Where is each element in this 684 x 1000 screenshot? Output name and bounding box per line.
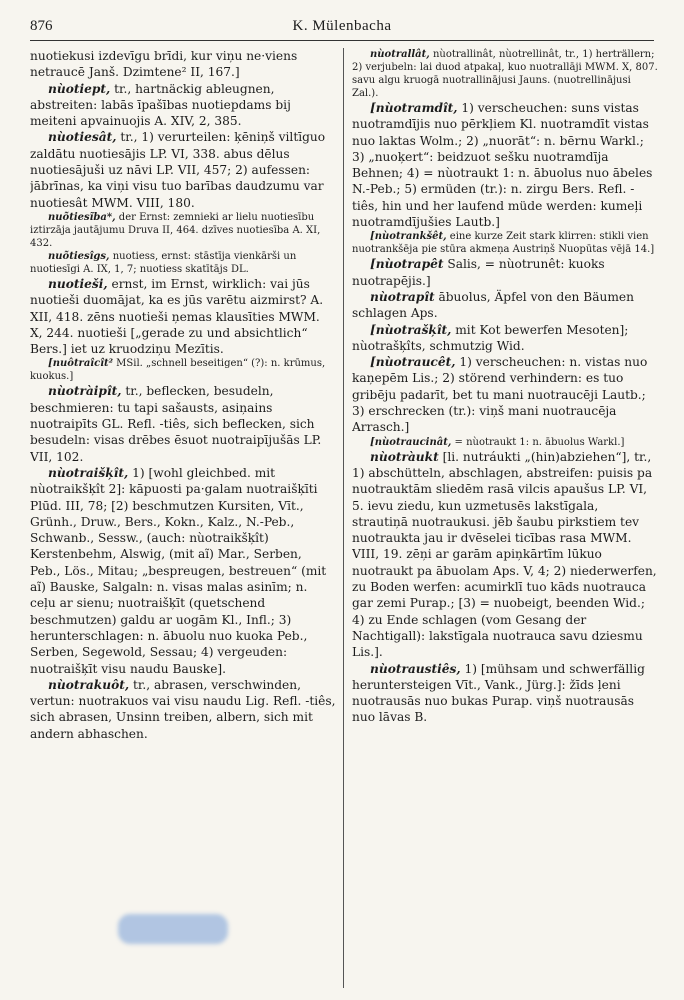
dictionary-entry	[30, 81, 336, 130]
entry-headword: nùotrapît	[370, 289, 435, 304]
entry-text: ernst, im Ernst, wirklich: vai jūs nuotieši duomājat, ka es jūs varētu aizmirst? A. XII, 418. zēns nuotieši ņemas klausīties MWM. X, 244. nuotieši [„gerade zu und absichtlich“ Bers.] iet uz kruodziņu Mezītis.	[30, 276, 324, 357]
dictionary-entry	[30, 250, 336, 276]
dictionary-entry	[30, 677, 336, 742]
dictionary-entry	[30, 465, 336, 677]
entry-headword: [nùotraucinât,	[370, 436, 452, 448]
page-number: 876	[30, 18, 53, 34]
entry-text: 1) [wohl gleichbed. mit nùotraikšķît 2]: kāpuosti pa·galam nuotraišķīti Plūd. III, 78; [2) beschmutzen Kursiten, Vīt., Grünh., Druw., Bers., Kokn., Kalz., N.-Peb., Schwanb., Sessw., (auch: nùotraikšķît) Kerstenbehm, Alswig, (mit aĩ) Mar., Serben, Peb., Lös., Mitau; „bespreugen, bestreuen“ (mit aĩ) Bauske, Salgaln: n. visas malas asinīm; n. ceļu ar sienu; nuotraišķīt (quetschend beschmutzen) galdu ar uogām Kl., Infl.; 3) herunterschlagen: n. ābuolu nuo kuoka Peb., Serben, Segewold, Sessau; 4) vergeuden: nuotraišķīt visu naudu Bauske].	[30, 465, 327, 676]
entry-text: Salis, = nùotrunêt: kuoks nuotrapējis.]	[352, 257, 605, 288]
entry-text: [li. nutráukti „(hin)abziehen“], tr., 1) abschütteln, abschlagen, abstreifen: puisis pa nuotrauktām sliedēm rasā vilcis apaušus LP. VI, 5. ievu ziedu, kun uzmetusēs lakstīgala, strautiņā nuotraukusi. jēb šaubu pirkstiem tev nuotraukta jau ir dvēselei ticības rasa MWM. VIII, 19. zēņi ar garām apiņkārtīm lūkuo nuotraukt pa ābuolam Aps. V, 4; 2) niederwerfen, zu Boden werfen: acumirklī tuo kāds nuotrauca gar zemi Purap.; [3) = nuobeigt, beenden Wid.; 4) zu Ende schlagen (vom Gesang der Nachtigall): lakstīgala nuotrauca savu dziesmu Lis.].	[352, 449, 657, 660]
entry-text: nùotrallinât, nùotrellinât, tr., 1) herträllern; 2) verjubeln: lai duod atpakaļ, kuo nuotrallāji MWM. X, 807. savu algu kruogā nuotrallinājusi Jauns. (nuotrellinājusi Zal.).	[352, 49, 658, 99]
left-column	[30, 48, 336, 996]
entry-text: tr., abrasen, verschwinden, vertun: nuotrakuos vai visu naudu Lig. Refl. -tiês, sich abrasen, Unsinn treiben, albern, sich mit andern abhaschen.	[30, 677, 336, 741]
dictionary-entry	[352, 48, 658, 100]
entry-text: tr., beflecken, besudeln, beschmieren: tu tapi sašausts, asiņains nuotraipīts GL. Refl. -tiês, sich beflecken, sich besudeln: visas drēbes ēsuot nuotraipījušās LP. VII, 102.	[30, 384, 322, 464]
entry-text: tr., hartnäckig ableugnen, abstreiten: labās īpašības nuotiepdams bij meiteni apvainuojis A. XIV, 2, 385.	[30, 81, 291, 129]
dictionary-entry	[352, 322, 658, 355]
entry-text: 1) verscheuchen: suns vistas nuotramdījis nuo pērkļiem Kl. nuotramdīt vistas nuo laktas Wolm.; 2) „nuorāt“: n. bērnu Warkl.; 3) „nuoķert“: beidzuot sešku nuotramdīja Behnen; 4) = nùotraukt 1: n. ābuolus nuo ābeles N.-Peb.; 5) ermüden (tr.): n. zirgu Bers. Refl. -tiês, hin und her laufend müde werden: kumeļi nuotramdījušies Lautb.]	[352, 101, 653, 230]
page-header	[30, 10, 654, 38]
dictionary-entry	[352, 289, 658, 322]
entry-headword: nùotraustiês,	[370, 661, 461, 676]
entry-headword: [nùotramdît,	[370, 101, 458, 115]
dictionary-entry	[352, 100, 658, 230]
entry-text: 1) [mühsam und schwerfällig heruntersteigen Vīt., Vank., Jürg.]: žīds ļeni nuotrausās nuo bukas Purap. viņš nuotrausās nuo lāvas B.	[352, 661, 645, 725]
dictionary-entry	[30, 383, 336, 464]
entry-headword: [nùotrapêt	[370, 257, 444, 272]
dictionary-entry	[30, 357, 336, 383]
entry-headword: nuõtiesĩba*,	[48, 211, 116, 223]
entry-text: der Ernst: zemnieki ar lielu nuotiesību iztirzāja jautājumu Druva II, 464. dzīves nuotiesība A. XI, 432.	[30, 211, 321, 249]
right-column	[352, 48, 658, 996]
entry-headword: [nuôtraîcît²	[48, 358, 113, 370]
dictionary-entry	[352, 449, 658, 661]
dictionary-entry	[30, 211, 336, 250]
column-divider	[343, 48, 344, 988]
dictionary-entry	[30, 48, 336, 81]
dictionary-entry	[352, 354, 658, 435]
header-rule	[30, 40, 654, 41]
entry-headword: nuõtiesîgs,	[48, 250, 110, 262]
entry-headword: nùotràukt	[370, 449, 439, 464]
dictionary-entry	[352, 436, 658, 449]
entry-headword: nuotieši,	[48, 276, 108, 291]
entry-headword: nùotrallât,	[370, 49, 430, 60]
entry-headword: [nùotrankšêt,	[370, 231, 447, 243]
entry-text: mit Kot bewerfen Mesoten]; nùotrašķîts, schmutzig Wid.	[352, 322, 629, 353]
entry-text: ābuolus, Äpfel von den Bäumen schlagen Aps.	[352, 289, 634, 321]
entry-text: MSil. „schnell beseitigen“ (?): n. krūmus, kuokus.]	[30, 358, 326, 383]
dictionary-entry	[30, 276, 336, 357]
running-title: K. Mülenbacha	[292, 18, 392, 34]
entry-text: nuotiekusi izdevīgu brīdi, kur viņu ne·viens netraucē Janš. Dzimtene² II, 167.]	[30, 49, 298, 80]
entry-headword: nùotiesât,	[48, 130, 117, 145]
entry-headword: nùotràipît,	[48, 384, 122, 399]
entry-headword: nùotrakuôt,	[48, 677, 130, 692]
dictionary-entry	[30, 129, 336, 210]
entry-text: 1) verscheuchen: n. vistas nuo kaņepēm Lis.; 2) störend verhindern: es tuo gribēju padarīt, bet tu mani nuotraucēji Lautb.; 3) erschrecken (tr.): viņš mani nuotraucēja Arrasch.]	[352, 355, 648, 435]
entry-text: eine kurze Zeit stark klirren: stikli vien nuotrankšēja pie stūra akmeņa Austriņš Nuopūtas vējā 14.]	[352, 231, 655, 256]
entry-text: tr., 1) verurteilen: ķēniņš viltīguo zaldātu nuotiesājis LP. VI, 338. abus dēlus nuotiesājuši uz nāvi LP. VII, 457; 2) aufessen: jābrīnas, ka viņi visu tuo barības daudzumu var nuotiesât MWM. VIII, 180.	[30, 130, 326, 210]
entry-headword: nùotiept,	[48, 81, 111, 96]
dictionary-entry	[352, 661, 658, 726]
dictionary-entry	[352, 256, 658, 289]
entry-headword: [nùotrašķît,	[370, 322, 452, 337]
entry-text: nuotiess, ernst: stāstīja vienkārši un nuotiesīgi A. IX, 1, 7; nuotiess skatītājs DL.	[30, 250, 297, 275]
entry-headword: nùotraišķît,	[48, 465, 129, 480]
ink-stain	[118, 914, 228, 944]
entry-text: = nùotraukt 1: n. ābuolus Warkl.]	[451, 436, 625, 448]
dictionary-entry	[352, 230, 658, 256]
entry-headword: [nùotraucêt,	[370, 355, 456, 370]
